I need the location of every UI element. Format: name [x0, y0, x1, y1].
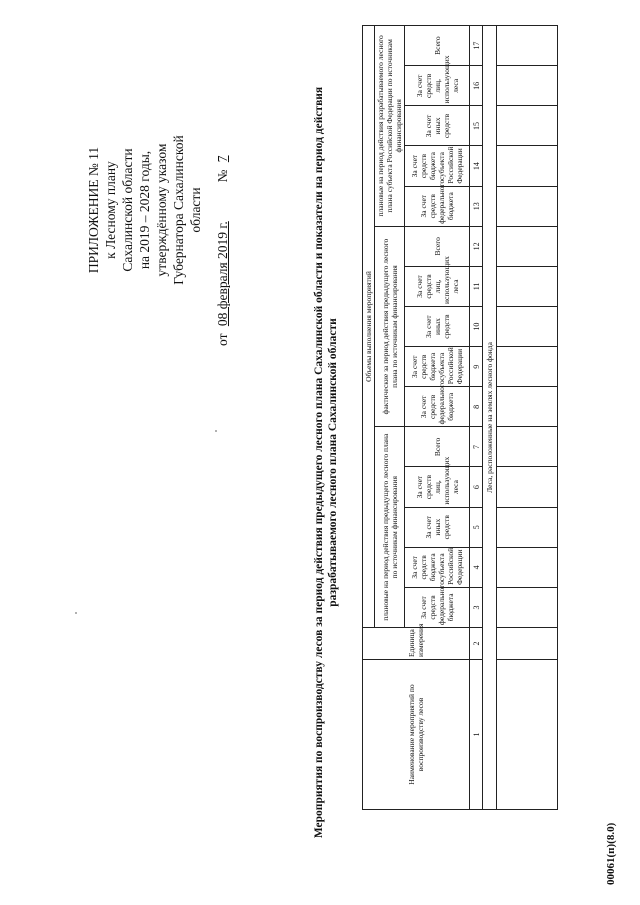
approval-line: утверждённому указом — [154, 143, 169, 277]
reforestation-table — [362, 25, 558, 810]
col-number: 14 — [470, 146, 483, 186]
col-number: 17 — [470, 26, 483, 66]
subcol-other: За счет иных средств — [405, 507, 470, 547]
subcol-users: За счет средств лиц, использующих леса — [405, 266, 470, 306]
date-value: 08 февраля 2019 г. — [215, 221, 230, 327]
subcol-federal: За счет средств федерального бюджета — [405, 587, 470, 627]
col-number: 13 — [470, 186, 483, 226]
empty-cell — [497, 507, 558, 547]
number-label: № — [215, 169, 230, 183]
date-line — [214, 60, 231, 360]
col-number: 11 — [470, 266, 483, 306]
empty-cell — [497, 266, 558, 306]
scan-speck — [215, 430, 217, 432]
empty-cell — [497, 146, 558, 186]
subcol-federal: За счет средств федерального бюджета — [405, 186, 470, 226]
col-number: 9 — [470, 347, 483, 387]
col-number: 12 — [470, 226, 483, 266]
col-number: 7 — [470, 427, 483, 467]
subcol-total: Всего — [405, 226, 470, 266]
subcol-other: За счет иных средств — [405, 106, 470, 146]
empty-cell — [497, 26, 558, 66]
empty-cell — [497, 467, 558, 507]
col-number: 8 — [470, 387, 483, 427]
approval-line: к Лесному плану — [103, 161, 118, 259]
group-actual-previous: фактические за период действия предыдущего лесного плана по источникам финансирования — [375, 226, 405, 427]
col-number: 5 — [470, 507, 483, 547]
empty-cell — [497, 186, 558, 226]
col-number: 2 — [470, 628, 483, 660]
subcol-regional: За счет средств бюджета субъекта Российской Федерации — [405, 146, 470, 186]
col-number: 1 — [470, 660, 483, 810]
subcol-total: Всего — [405, 427, 470, 467]
approval-line: области — [188, 187, 203, 233]
empty-cell — [497, 547, 558, 587]
subcol-users: За счет средств лиц, использующих леса — [405, 467, 470, 507]
document-title: Мероприятия по воспроизводству лесов за период действия предыдущего лесного плана Сахалинской области и показатели на период действия разрабатываемого лесного плана Сахалинской области — [313, 86, 339, 839]
approval-block — [85, 60, 231, 360]
group-planned-previous: плановые на период действия предыдущего лесного плана по источникам финансирования — [375, 427, 405, 628]
empty-cell — [497, 66, 558, 106]
col-number: 4 — [470, 547, 483, 587]
empty-cell — [497, 106, 558, 146]
scan-speck — [75, 612, 77, 614]
col-number: 10 — [470, 307, 483, 347]
volumes-header: Объемы выполнения мероприятий — [363, 26, 375, 628]
appendix-line: ПРИЛОЖЕНИЕ № 11 — [86, 146, 101, 274]
subcol-federal: За счет средств федерального бюджета — [405, 387, 470, 427]
subcol-other: За счет иных средств — [405, 307, 470, 347]
empty-cell — [497, 347, 558, 387]
empty-cell — [497, 307, 558, 347]
approval-line: Губернатора Сахалинской — [171, 135, 186, 285]
document-code: 00061(п)(8.0) — [605, 822, 617, 885]
approval-line: Сахалинской области — [120, 148, 135, 272]
col-number: 16 — [470, 66, 483, 106]
subcol-users: За счет средств лиц, использующих леса — [405, 66, 470, 106]
col-number: 6 — [470, 467, 483, 507]
approval-line: на 2019 – 2028 годы, — [137, 150, 152, 270]
subcol-regional: За счет средств бюджета субъекта Российской Федерации — [405, 347, 470, 387]
section-row: Леса, расположенные на землях лесного фонда — [483, 26, 497, 810]
col-unit-header: Единица измерения — [363, 628, 470, 660]
col-number: 15 — [470, 106, 483, 146]
empty-cell — [497, 387, 558, 427]
subcol-total: Всего — [405, 26, 470, 66]
empty-cell — [497, 660, 558, 810]
col-number: 3 — [470, 587, 483, 627]
empty-cell — [497, 226, 558, 266]
from-label: от — [215, 333, 230, 346]
group-planned-new: плановые на период действия разрабатываемого лесного плана субъекта Российской Федерации по источникам финансирования — [375, 26, 405, 227]
col-name-header: Наименование мероприятий по воспроизводству лесов — [363, 660, 470, 810]
empty-cell — [497, 587, 558, 627]
empty-cell — [497, 427, 558, 467]
number-value: 7 — [215, 155, 230, 163]
empty-cell — [497, 628, 558, 660]
subcol-regional: За счет средств бюджета субъекта Российской Федерации — [405, 547, 470, 587]
